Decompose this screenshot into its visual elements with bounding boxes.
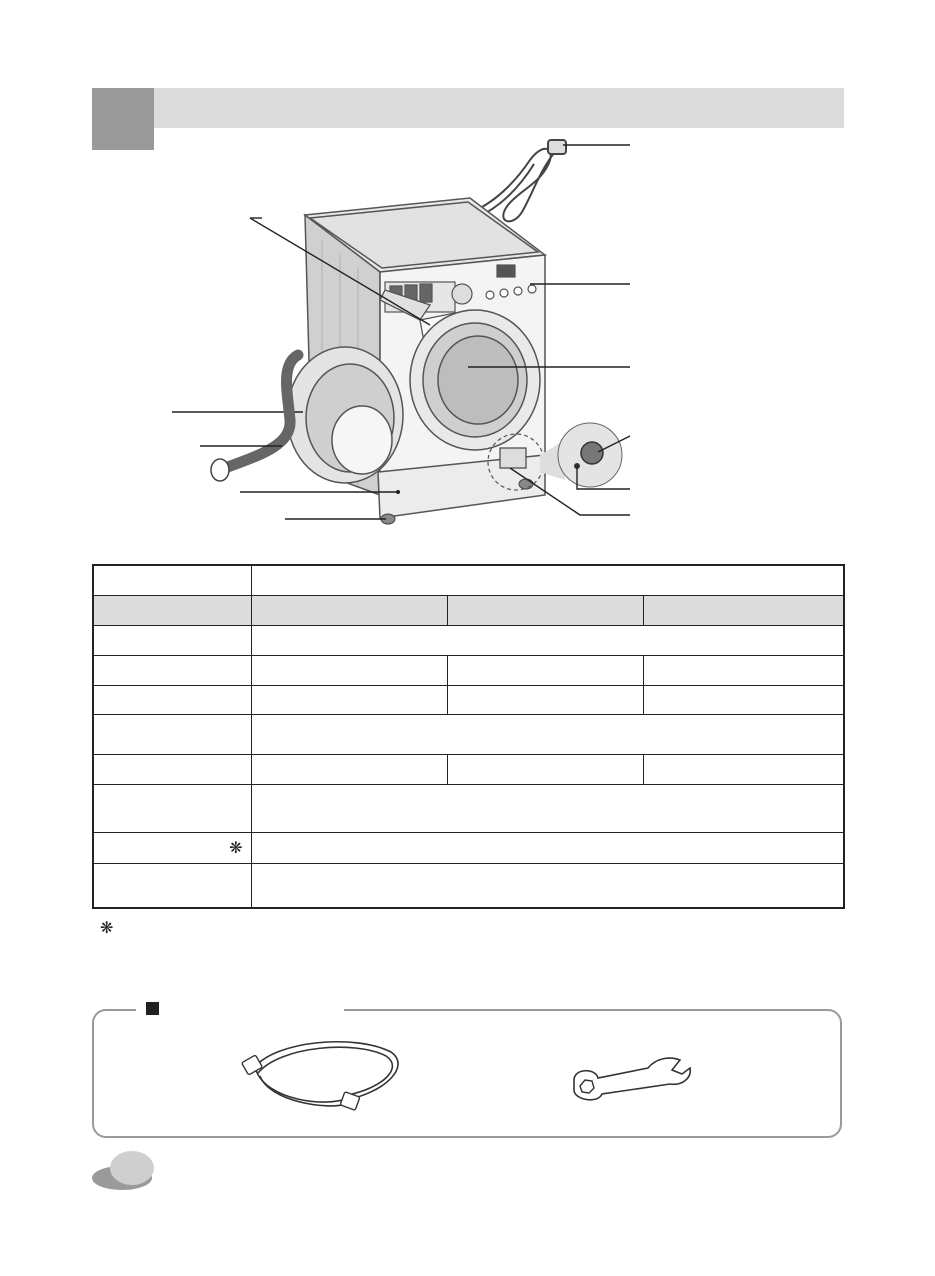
- table-row: [93, 685, 844, 714]
- table-cell: [93, 784, 251, 832]
- table-row: [93, 863, 844, 908]
- accessories-panel: [92, 1009, 842, 1138]
- table-cell: [93, 655, 251, 685]
- table-row: [93, 832, 844, 863]
- section-header-bar: [92, 88, 844, 128]
- table-row: [93, 565, 844, 595]
- accessories-title-gap: [136, 1000, 344, 1018]
- table-cell: [643, 754, 844, 784]
- drum: [410, 310, 540, 450]
- table-row: [93, 625, 844, 655]
- table-cell: [93, 714, 251, 754]
- washer-parts-diagram: [0, 130, 935, 550]
- footnote-asterisk: [100, 918, 113, 938]
- table-cell: [251, 754, 447, 784]
- door: [287, 347, 403, 483]
- asterisk-mark: ❋: [93, 832, 251, 863]
- drain-pump-filter-icon: [581, 442, 603, 464]
- table-cell: [251, 595, 447, 625]
- table-cell: [251, 685, 447, 714]
- table-cell: [251, 863, 844, 908]
- table-row: [93, 655, 844, 685]
- table-cell: [93, 863, 251, 908]
- accessories-bullet-square: [146, 1002, 159, 1015]
- page-number-badge: [92, 1150, 156, 1192]
- table-cell: [93, 685, 251, 714]
- table-row: [93, 714, 844, 754]
- table-cell: [251, 832, 844, 863]
- table-cell: [251, 714, 844, 754]
- specification-table: [92, 564, 845, 909]
- table-cell: [251, 565, 844, 595]
- footnote-symbol: ❋: [100, 920, 114, 937]
- table-cell: [93, 595, 251, 625]
- table-cell: [447, 595, 643, 625]
- table-cell: [93, 625, 251, 655]
- table-cell: [643, 685, 844, 714]
- table-cell: [643, 595, 844, 625]
- inlet-hose-icon: [236, 1030, 406, 1120]
- drain-hose-end: [211, 459, 229, 481]
- table-cell: [93, 565, 251, 595]
- table-cell: [447, 754, 643, 784]
- table-cell: [93, 754, 251, 784]
- table-cell: [447, 685, 643, 714]
- table-row: [93, 595, 844, 625]
- power-cord-illustration: [472, 140, 566, 221]
- spanner-icon: [560, 1050, 700, 1110]
- table-row: [93, 754, 844, 784]
- table-cell: [251, 655, 447, 685]
- table-cell: [251, 784, 844, 832]
- table-cell: [447, 655, 643, 685]
- table-cell: [643, 655, 844, 685]
- table-cell: [251, 625, 844, 655]
- table-row: [93, 784, 844, 832]
